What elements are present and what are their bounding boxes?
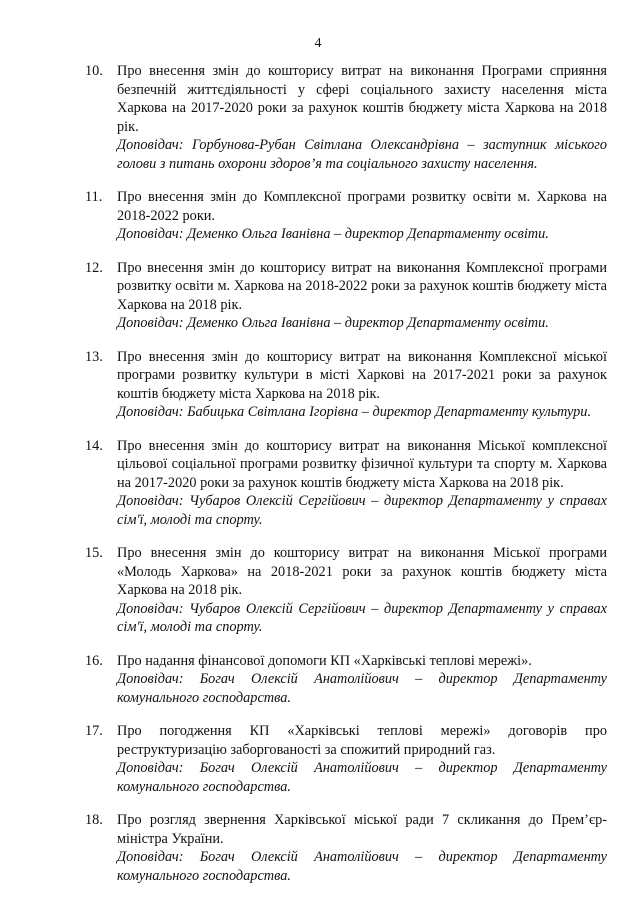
item-title: Про внесення змін до Комплексної програми розвитку освіти м. Харкова на 2018-2022 роки. xyxy=(117,189,607,224)
item-number: 17. xyxy=(85,723,103,739)
item-body xyxy=(117,811,607,885)
item-speaker: Доповідач: Деменко Ольга Іванівна – директор Департаменту освіти. xyxy=(117,226,549,242)
item-number: 13. xyxy=(85,348,103,365)
item-title: Про надання фінансової допомоги КП «Харківські теплові мережі». xyxy=(117,652,532,669)
item-body xyxy=(117,437,607,530)
item-speaker: Доповідач: Чубаров Олексій Сергійович – директор Департаменту у справах сім'ї, молоді та спорту. xyxy=(117,493,607,528)
item-speaker: Доповідач: Деменко Ольга Іванівна – директор Департаменту освіти. xyxy=(117,315,549,331)
item-number: 16. xyxy=(85,652,103,669)
item-body xyxy=(117,544,607,637)
item-speaker: Доповідач: Чубаров Олексій Сергійович – директор Департаменту у справах сім'ї, молоді та спорту. xyxy=(117,600,607,635)
item-speaker: Доповідач: Горбунова-Рубан Світлана Олександрівна – заступник міського голови з питань охорони здоров’я та соціального захисту населення. xyxy=(117,137,607,172)
agenda-item xyxy=(85,811,607,885)
agenda-item xyxy=(85,62,607,173)
item-body xyxy=(117,348,607,422)
item-title: Про внесення змін до кошторису витрат на виконання Міської програми «Молодь Харкова» на 2018-2021 роки за рахунок коштів бюджету міста Харкова на 2018 рік. xyxy=(117,545,607,598)
item-speaker: Доповідач: Богач Олексій Анатолійович – директор Департаменту комунального господарства. xyxy=(117,760,607,795)
item-speaker: Доповідач: Богач Олексій Анатолійович – директор Департаменту комунального господарства. xyxy=(117,849,607,884)
agenda-item xyxy=(85,544,607,637)
page-number: 4 xyxy=(314,36,322,51)
agenda-list xyxy=(85,62,607,900)
agenda-item xyxy=(85,722,607,796)
agenda-item xyxy=(85,188,607,244)
item-body xyxy=(117,259,607,333)
agenda-item xyxy=(85,259,607,333)
item-title: Про внесення змін до кошторису витрат на виконання Міської комплексної цільової соціальної програми розвитку фізичної культури та спорту м. Харкова на 2017-2020 роки за рахунок коштів бюджету міста Харкова на 2018 рік. xyxy=(117,437,607,491)
item-title: Про внесення змін до кошторису витрат на виконання Комплексної міської програми розвитку культури в місті Харкові на 2017-2021 роки за рахунок коштів бюджету міста Харкова на 2018 рік. xyxy=(117,348,607,402)
item-speaker: Доповідач: Бабицька Світлана Ігорівна – директор Департаменту культури. xyxy=(117,404,592,420)
item-body xyxy=(117,652,607,708)
item-number: 10. xyxy=(85,63,103,79)
item-number: 11. xyxy=(85,189,103,205)
item-body xyxy=(117,188,607,244)
item-body xyxy=(117,62,607,173)
item-title: Про погодження КП «Харківські теплові мережі» договорів про реструктуризацію заборгованості за спожитий природний газ. xyxy=(117,723,607,758)
item-title: Про внесення змін до кошторису витрат на виконання Комплексної програми розвитку освіти м. Харкова на 2018-2022 роки за рахунок коштів бюджету міста Харкова на 2018 рік. xyxy=(117,259,607,313)
item-number: 12. xyxy=(85,259,103,276)
item-body xyxy=(117,722,607,796)
agenda-item xyxy=(85,348,607,422)
item-title: Про внесення змін до кошторису витрат на виконання Програми сприяння безпечній життєдіяльності у сфері соціального захисту населення міста Харкова на 2017-2020 роки за рахунок коштів бюджету міста Харкова на 2018 рік. xyxy=(117,63,607,135)
item-number: 14. xyxy=(85,437,103,454)
item-number: 15. xyxy=(85,545,103,561)
item-speaker: Доповідач: Богач Олексій Анатолійович – директор Департаменту комунального господарства. xyxy=(117,671,607,706)
agenda-item xyxy=(85,437,607,530)
agenda-item xyxy=(85,652,607,708)
item-title: Про розгляд звернення Харківської міської ради 7 скликання до Прем’єр-міністра України. xyxy=(117,812,607,847)
item-number: 18. xyxy=(85,812,103,828)
